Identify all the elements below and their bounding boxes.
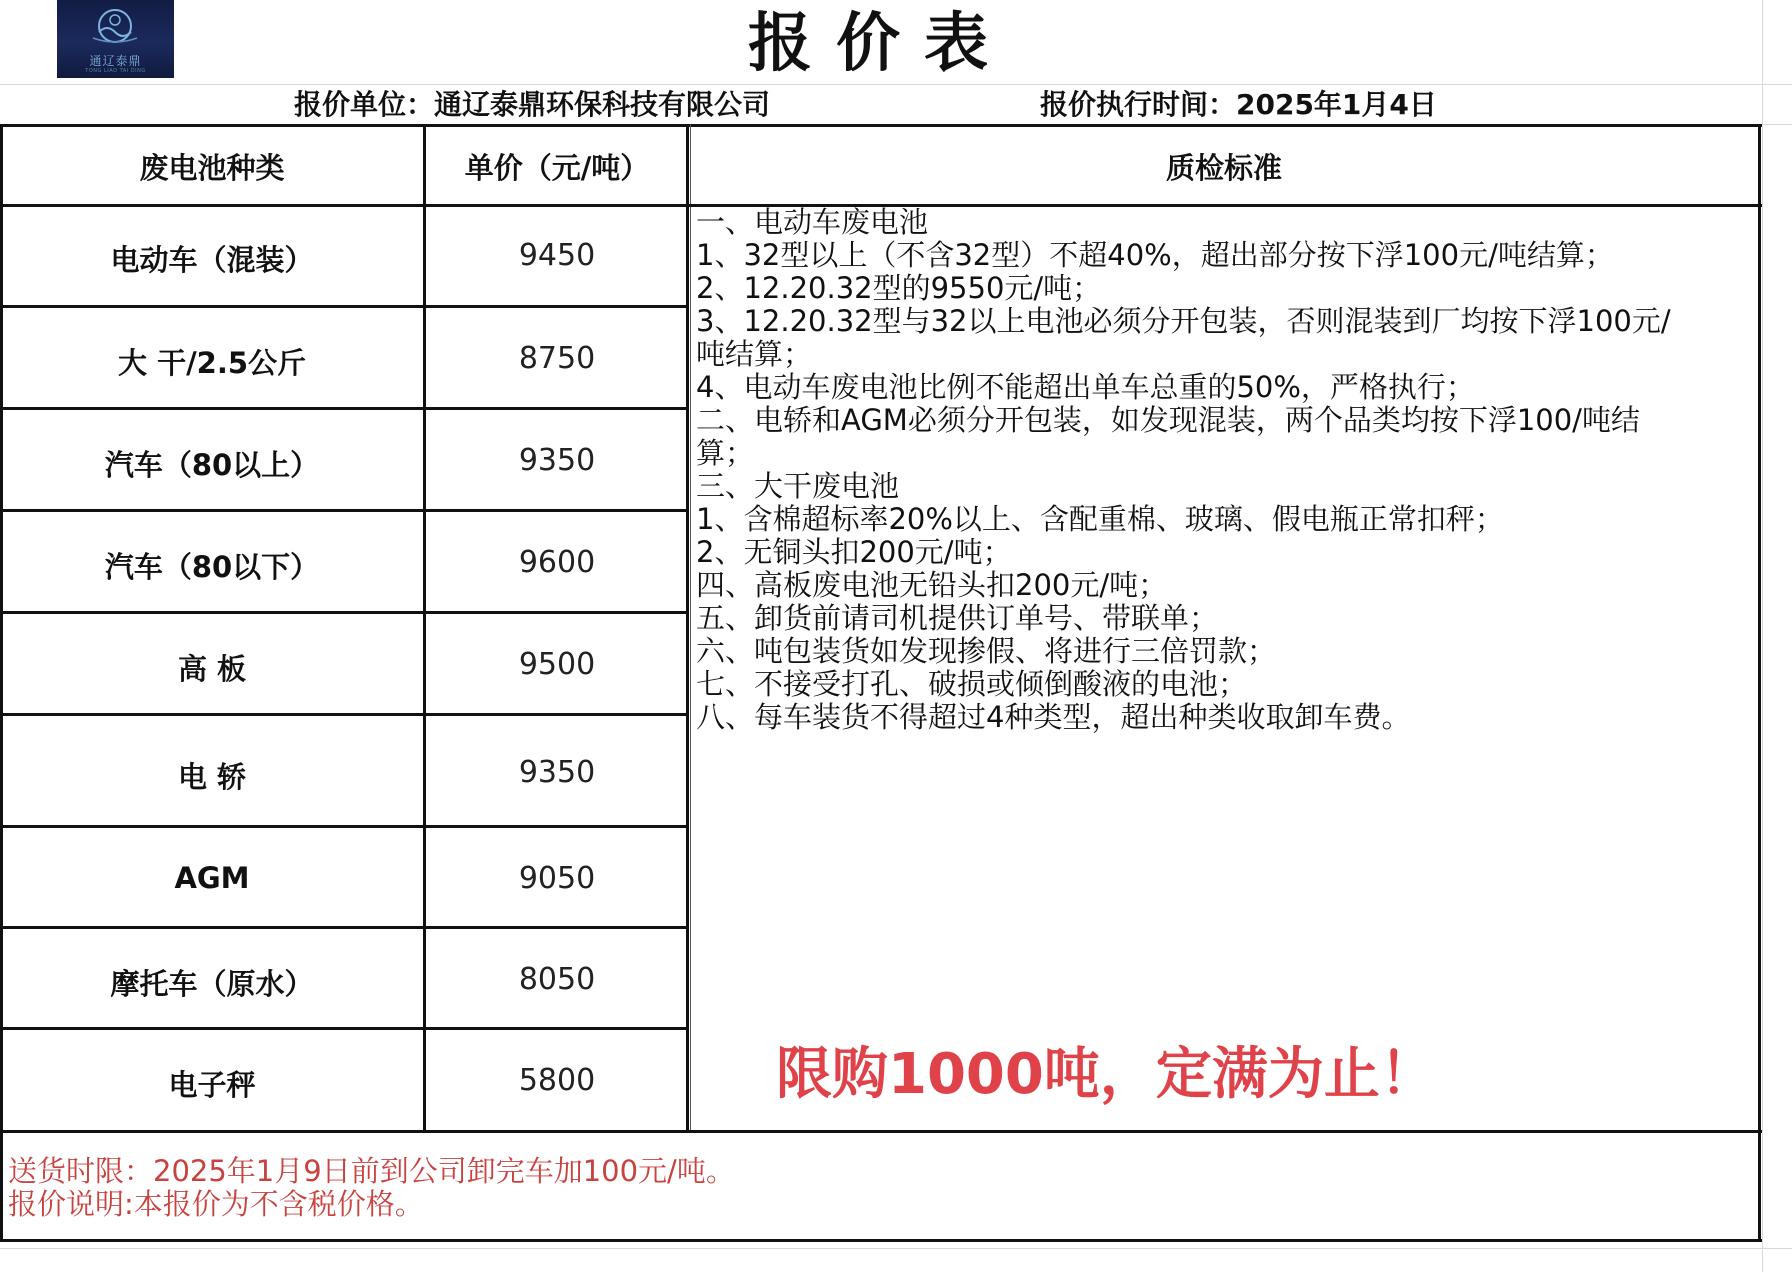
table-top-border: [0, 124, 1762, 127]
quality-line: 4、电动车废电池比例不能超出单车总重的50%，严格执行；: [696, 370, 1475, 404]
quality-line: 2、无铜头扣200元/吨；: [696, 535, 1012, 569]
logo-emblem-icon: [57, 0, 174, 52]
battery-type: 电 轿: [177, 760, 247, 794]
unit-price: 5800: [518, 1063, 596, 1098]
quality-line: 八、每车装货不得超过4种类型，超出种类收取卸车费。: [696, 700, 1411, 734]
notes-bottom-border: [0, 1239, 1762, 1242]
logo-text: 通辽泰鼎: [89, 54, 142, 68]
company-logo: [57, 0, 174, 78]
quality-line: 1、含棉超标率20%以上、含配重棉、玻璃、假电瓶正常扣秤；: [696, 502, 1504, 536]
delivery-deadline-note: 送货时限：2025年1月9日前到公司卸完车加100元/吨。: [8, 1154, 735, 1188]
quality-line: 二、电轿和AGM必须分开包装，如发现混装，两个品类均按下浮100/吨结: [696, 403, 1640, 437]
quote-unit: 报价单位：通辽泰鼎环保科技有限公司: [294, 88, 771, 121]
unit-price: 8750: [518, 341, 596, 376]
quality-line: 三、大干废电池: [696, 469, 900, 503]
battery-type: 摩托车（原水）: [110, 967, 314, 1001]
quality-line: 吨结算；: [696, 337, 813, 371]
battery-type: 电动车（混装）: [110, 243, 314, 277]
unit-price: 9500: [518, 647, 596, 682]
table-bottom-border: [0, 1130, 1762, 1133]
header-unit-price: 单价（元/吨）: [464, 151, 650, 185]
quality-line: 六、吨包装货如发现掺假、将进行三倍罚款；: [696, 634, 1277, 668]
battery-type: AGM: [174, 861, 250, 895]
quality-line: 七、不接受打孔、破损或倾倒酸液的电池；: [696, 667, 1248, 701]
battery-type: 汽车（80以上）: [104, 448, 320, 482]
unit-price: 9450: [518, 238, 596, 273]
logo-subtext: TONG LIAO TAI DING: [85, 68, 146, 74]
quality-line: 一、电动车废电池: [696, 205, 929, 239]
page-title: 报价表: [748, 7, 1012, 81]
unit-price: 8050: [518, 962, 596, 997]
unit-price: 9050: [518, 861, 596, 896]
table-right-border: [1758, 124, 1761, 1242]
quote-time: 报价执行时间：2025年1月4日: [1040, 88, 1437, 121]
battery-type: 大 干/2.5公斤: [117, 346, 307, 380]
battery-type: 电子秤: [168, 1068, 256, 1102]
quality-line: 算；: [696, 436, 755, 470]
purchase-limit-notice: 限购1000吨，定满为止！: [776, 1042, 1436, 1107]
unit-price: 9350: [518, 755, 596, 790]
quality-line: 1、32型以上（不含32型）不超40%，超出部分按下浮100元/吨结算；: [696, 238, 1614, 272]
header-battery-type: 废电池种类: [139, 151, 285, 185]
tax-note: 报价说明:本报价为不含税价格。: [8, 1187, 424, 1221]
quality-line: 五、卸货前请司机提供订单号、带联单；: [696, 601, 1219, 635]
battery-type: 高 板: [177, 652, 247, 686]
unit-price: 9600: [518, 545, 596, 580]
quality-standards-list: [696, 206, 1756, 734]
quality-line: 3、12.20.32型与32以上电池必须分开包装，否则混装到厂均按下浮100元/: [696, 304, 1671, 338]
quality-line: 2、12.20.32型的9550元/吨；: [696, 271, 1102, 305]
battery-type: 汽车（80以下）: [104, 550, 320, 584]
unit-price: 9350: [518, 443, 596, 478]
quality-line: 四、高板废电池无铅头扣200元/吨；: [696, 568, 1168, 602]
header-quality-standard: 质检标准: [1165, 151, 1282, 185]
